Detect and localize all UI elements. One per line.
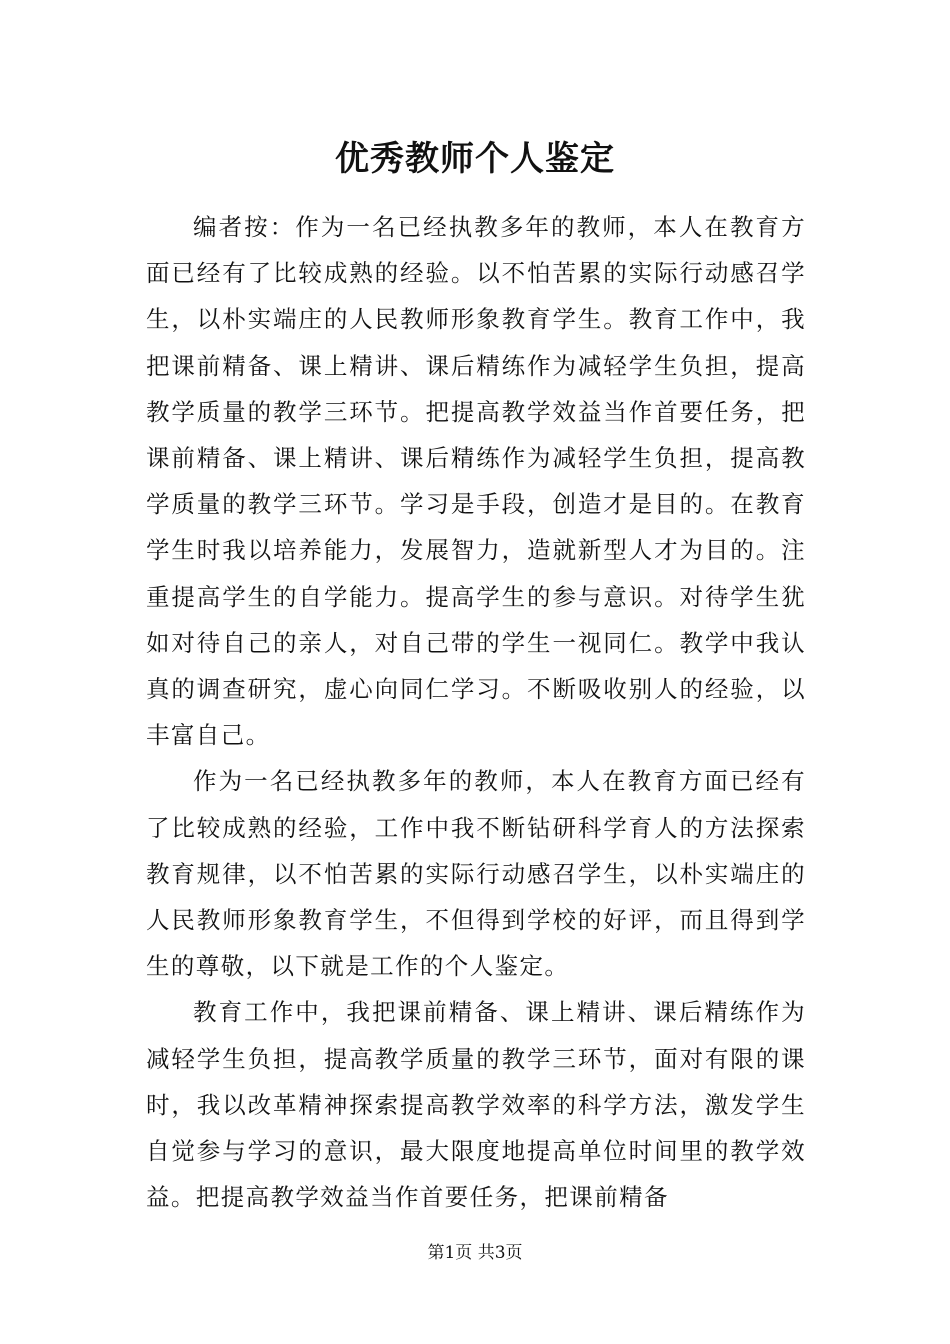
document-body [146,204,806,1220]
page-footer: 第1页 共3页 [427,1243,523,1263]
document-title: 优秀教师个人鉴定 [335,139,615,179]
paragraph-2: 作为一名已经执教多年的教师，本人在教育方面已经有了比较成熟的经验，工作中我不断钻研科学育人的方法探索教育规律，以不怕苦累的实际行动感召学生，以朴实端庄的人民教师形象教育学生，不但得到学校的好评，而且得到学生的尊敬，以下就是工作的个人鉴定。 [146,767,806,981]
paragraph-3: 教育工作中，我把课前精备、课上精讲、课后精练作为减轻学生负担，提高教学质量的教学三环节，面对有限的课时，我以改革精神探索提高教学效率的科学方法，激发学生自觉参与学习的意识，最大限度地提高单位时间里的教学效益。把提高教学效益当作首要任务，把课前精备 [146,998,806,1212]
paragraph-1: 编者按：作为一名已经执教多年的教师，本人在教育方面已经有了比较成熟的经验。以不怕苦累的实际行动感召学生，以朴实端庄的人民教师形象教育学生。教育工作中，我把课前精备、课上精讲、课后精练作为减轻学生负担，提高教学质量的教学三环节。把提高教学效益当作首要任务，把课前精备、课上精讲、课后精练作为减轻学生负担，提高教学质量的教学三环节。学习是手段，创造才是目的。在教育学生时我以培养能力，发展智力，造就新型人才为目的。注重提高学生的自学能力。提高学生的参与意识。对待学生犹如对待自己的亲人，对自己带的学生一视同仁。教学中我认真的调查研究，虚心向同仁学习。不断吸收别人的经验，以丰富自己。 [146,213,806,750]
